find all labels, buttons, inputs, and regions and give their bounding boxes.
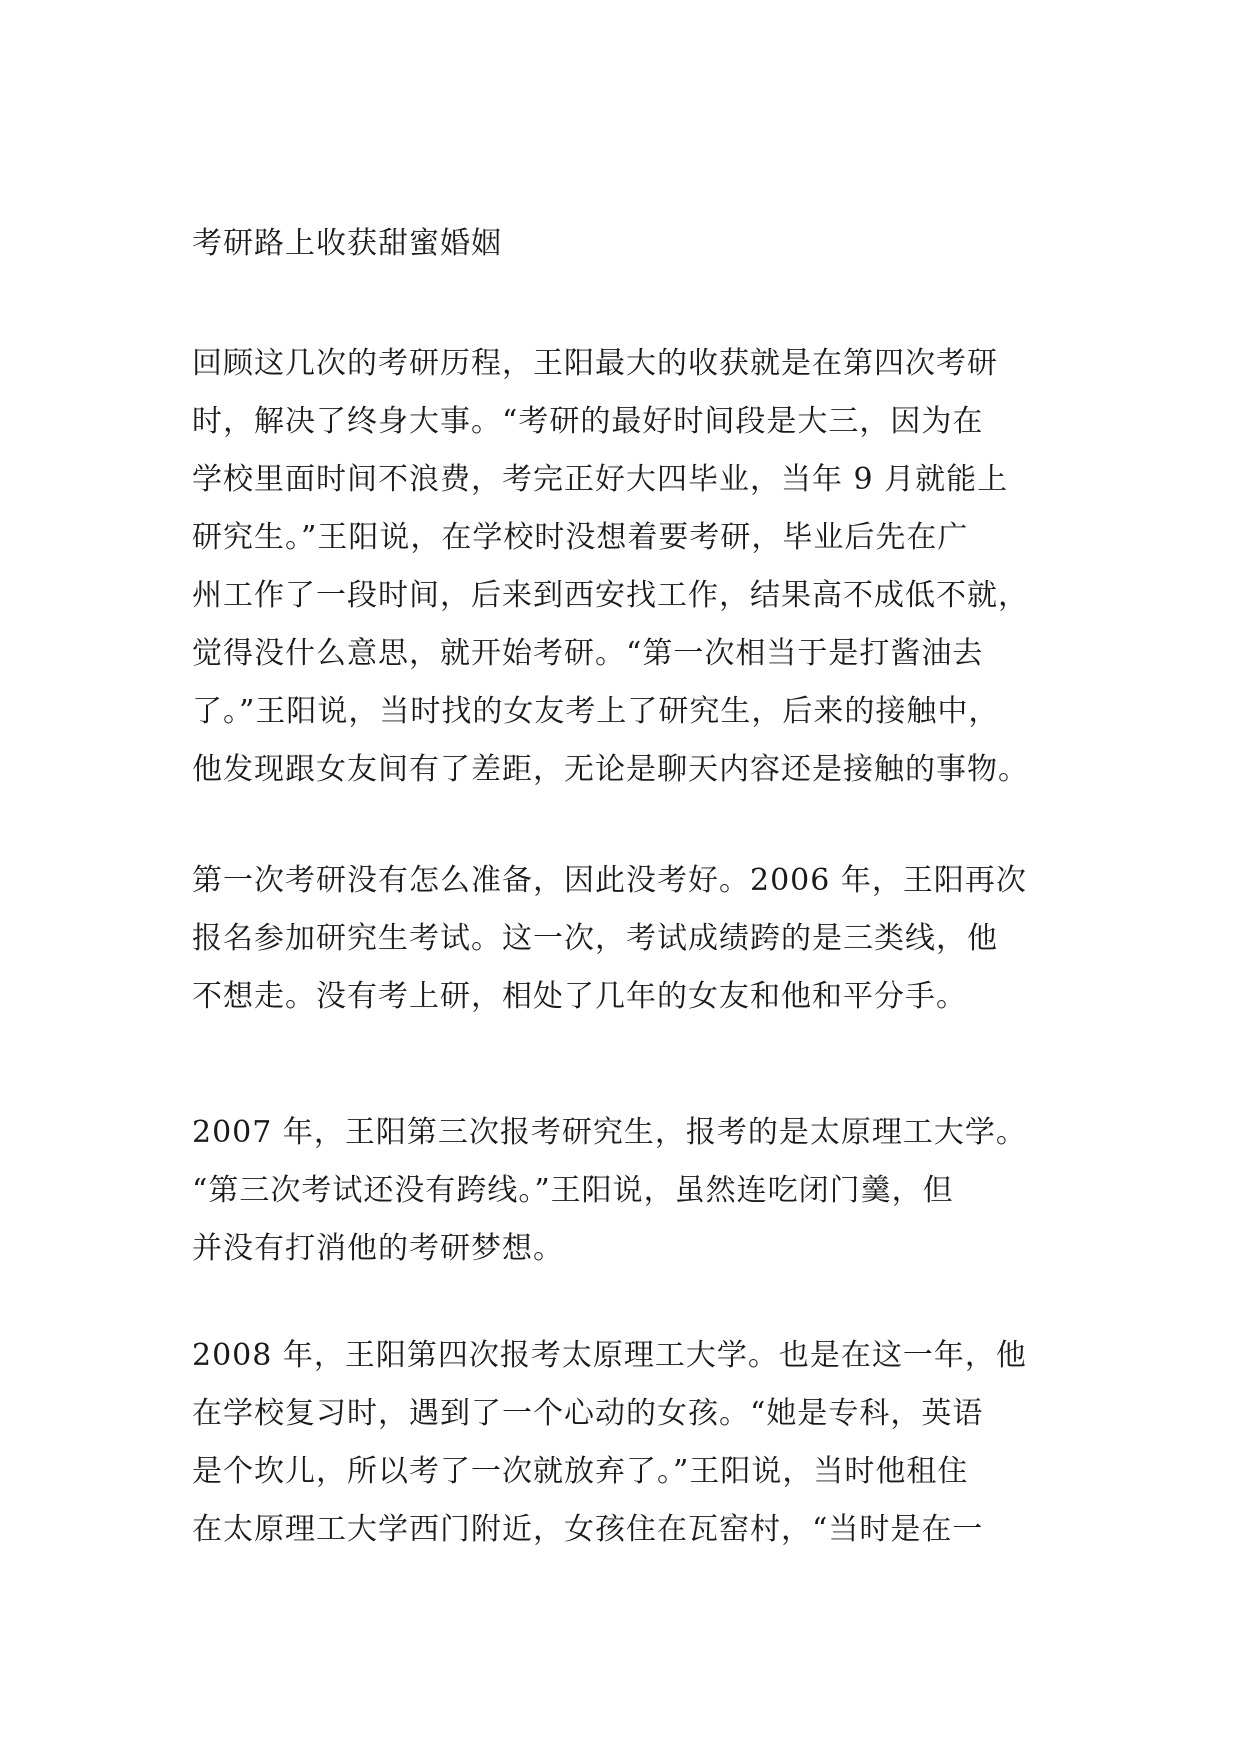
paragraph-second-attempt [192,852,1072,1026]
paragraph-line: 觉得没什么意思，就开始考研。“第一次相当于是打酱油去 [192,636,984,671]
paragraph-line: 学校里面时间不浪费，考完正好大四毕业，当年 9 月就能上 [192,462,1009,497]
paragraph-line: 研究生。”王阳说，在学校时没想着要考研，毕业后先在广 [192,520,969,555]
paragraph-line: “第三次考试还没有跨线。”王阳说，虽然连吃闭门羹，但 [192,1173,954,1208]
paragraph-line: 州工作了一段时间，后来到西安找工作，结果高不成低不就， [192,578,1029,613]
paragraph-line: 2007 年，王阳第三次报考研究生，报考的是太原理工大学。 [192,1115,1027,1150]
paragraph-line: 在学校复习时，遇到了一个心动的女孩。“她是专科，英语 [192,1396,984,1431]
paragraph-line: 不想走。没有考上研，相处了几年的女友和他和平分手。 [192,979,967,1014]
paragraph-line: 时，解决了终身大事。“考研的最好时间段是大三，因为在 [192,404,984,439]
paragraph-line: 2008 年，王阳第四次报考太原理工大学。也是在这一年，他 [192,1338,1027,1373]
paragraph-line: 在太原理工大学西门附近，女孩住在瓦窑村，“当时是在一 [192,1512,984,1547]
paragraph-third-attempt [192,1104,1072,1278]
article-title: 考研路上收获甜蜜婚姻 [192,226,502,261]
paragraph-line: 回顾这几次的考研历程，王阳最大的收获就是在第四次考研 [192,346,998,381]
paragraph-line: 他发现跟女友间有了差距，无论是聊天内容还是接触的事物。 [192,752,1029,787]
paragraph-line: 第一次考研没有怎么准备，因此没考好。2006 年，王阳再次 [192,863,1027,898]
paragraph-line: 报名参加研究生考试。这一次，考试成绩跨的是三类线，他 [192,921,998,956]
paragraph-fourth-attempt [192,1327,1072,1559]
paragraph-line: 并没有打消他的考研梦想。 [192,1231,564,1266]
paragraph-line: 是个坎儿，所以考了一次就放弃了。”王阳说，当时他租住 [192,1454,969,1489]
paragraph-reflection [192,335,1072,799]
paragraph-line: 了。”王阳说，当时找的女友考上了研究生，后来的接触中， [192,694,1000,729]
